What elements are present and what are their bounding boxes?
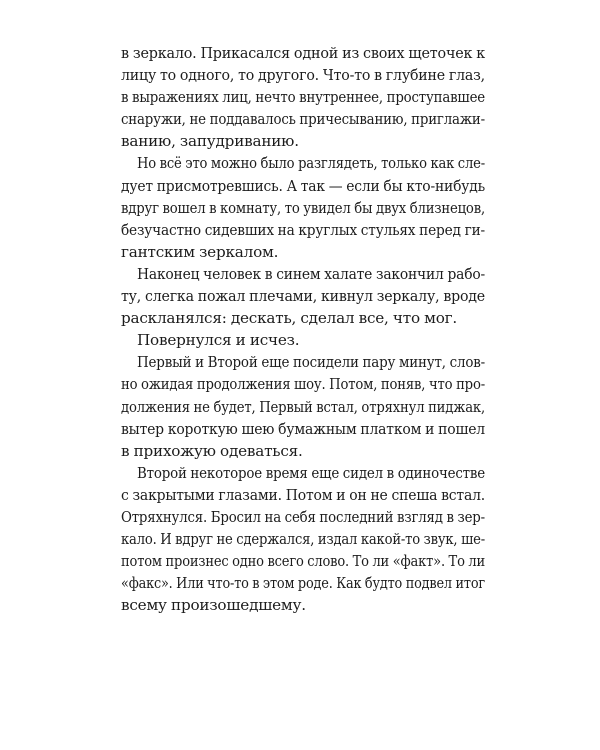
text-line: ванию, запудриванию. xyxy=(121,132,299,151)
page-text xyxy=(121,42,485,616)
text-line: Отряхнулся. Бросил на себя последний взгляд в зер- xyxy=(121,507,485,526)
text-line: в прихожую одеваться. xyxy=(121,441,303,460)
text-line: в выражениях лиц, нечто внутреннее, проступавшее xyxy=(121,88,486,107)
text-line: Но всё это можно было разглядеть, только как сле- xyxy=(137,154,486,173)
text-line: но ожидая продолжения шоу. Потом, поняв, что про- xyxy=(121,375,486,394)
text-line: Наконец человек в синем халате закончил рабо- xyxy=(137,264,485,283)
text-line: Второй некоторое время еще сидел в одиночестве xyxy=(137,463,485,482)
text-line: раскланялся: дескать, сделал все, что мог. xyxy=(121,309,458,328)
text-line: гантским зеркалом. xyxy=(121,242,279,261)
text-line: должения не будет, Первый встал, отряхнул пиджак, xyxy=(121,397,485,416)
text-line: «факс». Или что-то в этом роде. Как будто подвел итог xyxy=(121,574,485,593)
text-line: ту, слегка пожал плечами, кивнул зеркалу, вроде xyxy=(121,287,485,306)
text-line: Повернулся и исчез. xyxy=(137,331,300,350)
text-line: вытер короткую шею бумажным платком и пошел xyxy=(121,419,485,438)
text-line: лицу то одного, то другого. Что-то в глубине глаз, xyxy=(121,66,485,85)
text-line: всему произошедшему. xyxy=(121,596,306,615)
text-line: потом произнес одно всего слово. То ли «факт». То ли xyxy=(121,552,486,571)
text-line: в зеркало. Прикасался одной из своих щеточек к xyxy=(121,44,485,62)
text-line: дует присмотревшись. А так — если бы кто-нибудь xyxy=(121,176,486,195)
text-line: вдруг вошел в комнату, то увидел бы двух близнецов, xyxy=(121,198,485,217)
text-line: безучастно сидевших на круглых стульях перед ги- xyxy=(121,220,485,239)
text-line: с закрытыми глазами. Потом и он не спеша встал. xyxy=(121,485,486,504)
text-line: снаружи, не поддавалось причесыванию, приглажи- xyxy=(121,110,485,129)
text-line: Первый и Второй еще посидели пару минут, слов- xyxy=(137,353,485,372)
text-line: кало. И вдруг не сдержался, издал какой-то звук, ше- xyxy=(121,530,485,549)
